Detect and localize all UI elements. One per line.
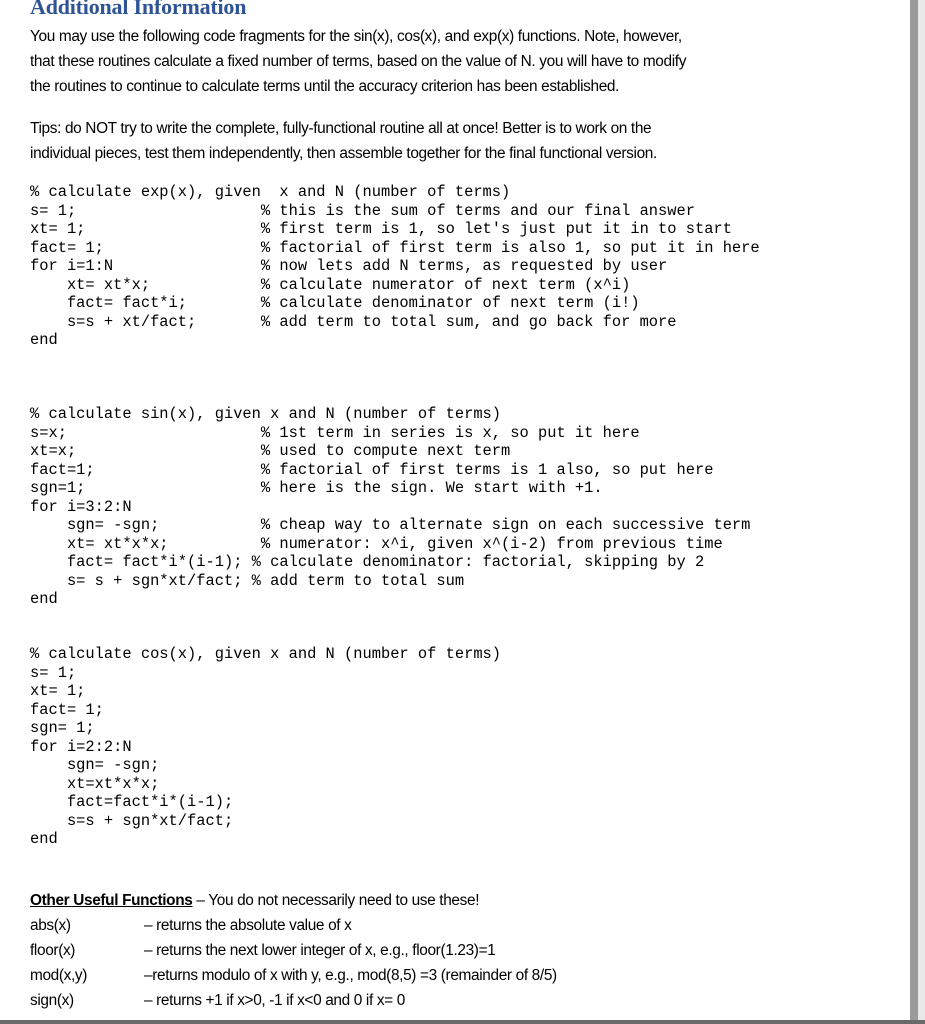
functions-subheading: – You do not necessarily need to use these! [192, 892, 480, 909]
function-name: mod(x,y) [30, 967, 88, 984]
page-margin [918, 0, 925, 1024]
function-row [30, 938, 557, 963]
function-desc: – returns the next lower integer of x, e.g., floor(1.23)=1 [144, 942, 496, 959]
functions-heading-row [30, 888, 557, 913]
other-functions [30, 888, 557, 1013]
tips-paragraph [30, 116, 657, 166]
section-title: Additional Information [30, 0, 247, 19]
functions-heading: Other Useful Functions [30, 892, 193, 909]
function-desc: – returns the absolute value of x [144, 917, 352, 934]
intro-line: that these routines calculate a fixed number of terms, based on the value of N. you will have to modify [30, 53, 687, 70]
function-desc: – returns +1 if x>0, -1 if x<0 and 0 if x= 0 [144, 992, 405, 1009]
code-exp: % calculate exp(x), given x and N (number of terms) s= 1; % this is the sum of terms and our final answer xt= 1; % first term is 1, so let's just put it in to start fact= 1; % factorial of first term is also 1, so put it in here for i=1:N % now lets add N terms, as requested by user xt= xt*x; % calculate numerator of next term (x^i) fact= fact*i; % calculate denominator of next term (i!) s=s + xt/fact; % add term to total sum, and go back for more end [30, 183, 760, 349]
function-row [30, 913, 557, 938]
intro-line: the routines to continue to calculate terms until the accuracy criterion has been established. [30, 78, 620, 95]
function-name: sign(x) [30, 992, 74, 1009]
intro-paragraph [30, 24, 686, 99]
function-name: abs(x) [30, 917, 71, 934]
intro-line: You may use the following code fragments for the sin(x), cos(x), and exp(x) functions. Note, however, [30, 28, 682, 45]
page-edge-scrollbar [910, 0, 918, 1024]
function-desc: –returns modulo of x with y, e.g., mod(8,5) =3 (remainder of 8/5) [144, 967, 557, 984]
function-row [30, 988, 557, 1013]
tips-line: Tips: do NOT try to write the complete, fully-functional routine all at once! Better is to work on the [30, 120, 652, 137]
code-sin: % calculate sin(x), given x and N (number of terms) s=x; % 1st term in series is x, so put it here xt=x; % used to compute next term fact=1; % factorial of first terms is 1 also, so put here sgn=1; % here is the sign. We start with +1. for i=3:2:N sgn= -sgn; % cheap way to alternate sign on each successive term xt= xt*x*x; % numerator: x^i, given x^(i-2) from previous time fact= fact*i*(i-1); % calculate denominator: factorial, skipping by 2 s= s + sgn*xt/fact; % add term to total sum end [30, 405, 751, 608]
function-name: floor(x) [30, 942, 76, 959]
tips-line: individual pieces, test them independently, then assemble together for the final functional version. [30, 145, 657, 162]
page-bottom-border [0, 1020, 925, 1024]
function-row [30, 963, 557, 988]
code-cos: % calculate cos(x), given x and N (number of terms) s= 1; xt= 1; fact= 1; sgn= 1; for i=2:2:N sgn= -sgn; xt=xt*x*x; fact=fact*i*(i-1); s=s + sgn*xt/fact; end [30, 645, 502, 848]
